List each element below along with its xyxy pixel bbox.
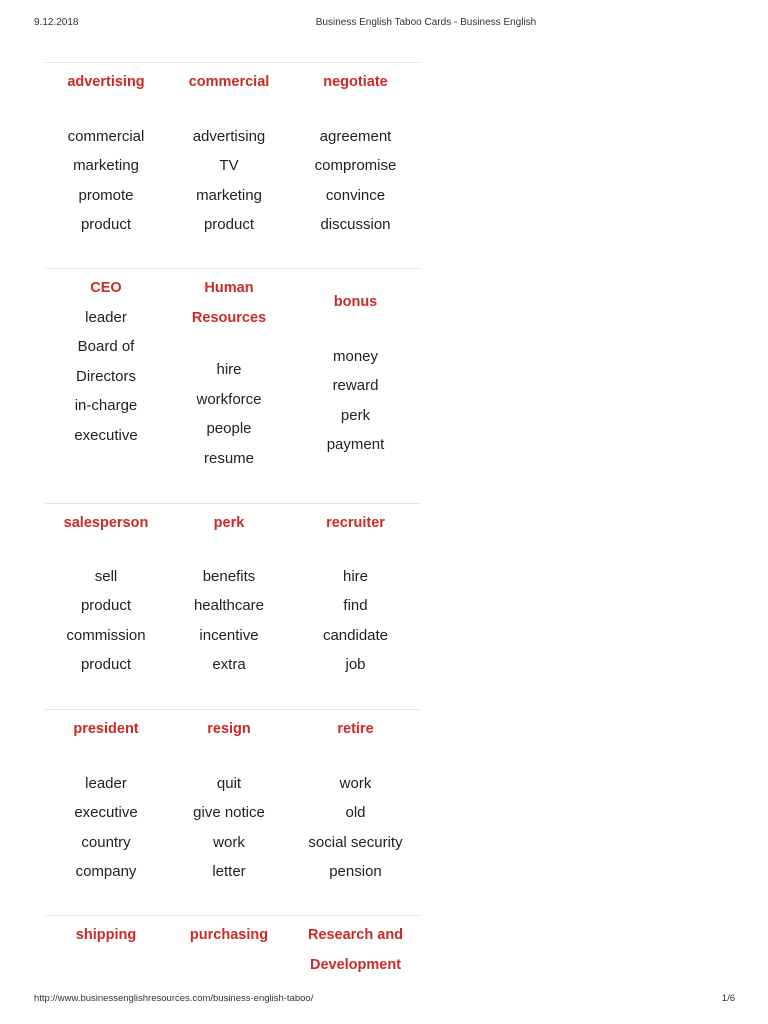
taboo-word: find xyxy=(343,597,368,614)
taboo-word: work xyxy=(213,833,245,851)
card-row xyxy=(45,709,420,915)
taboo-word: leader xyxy=(85,308,127,326)
taboo-word-list xyxy=(167,769,291,887)
taboo-card xyxy=(45,63,167,240)
taboo-word: social security xyxy=(308,833,403,851)
taboo-card xyxy=(45,710,167,887)
taboo-card xyxy=(167,504,291,680)
taboo-word-list xyxy=(291,562,420,680)
page-title: Business English Taboo Cards - Business English xyxy=(315,17,537,28)
taboo-card xyxy=(291,63,420,240)
card-term: perk xyxy=(213,515,245,531)
taboo-word: executive xyxy=(74,804,138,821)
card-term: resign xyxy=(207,721,251,737)
taboo-card xyxy=(291,916,420,980)
taboo-word: hire xyxy=(342,567,368,585)
card-term: salesperson xyxy=(63,515,149,531)
taboo-card xyxy=(45,269,167,450)
taboo-word: payment xyxy=(326,436,385,453)
taboo-card xyxy=(45,916,167,951)
card-term: negotiate xyxy=(323,74,388,90)
taboo-word-list xyxy=(45,769,167,887)
taboo-word: advertising xyxy=(192,127,266,145)
footer-url: http://www.businessenglishresources.com/business-english-taboo/ xyxy=(34,993,314,1004)
print-date: 9.12.2018 xyxy=(34,17,79,28)
taboo-card xyxy=(167,63,291,240)
card-term xyxy=(167,274,291,333)
taboo-word: healthcare xyxy=(193,597,265,614)
taboo-word: extra xyxy=(212,656,246,673)
taboo-word-list xyxy=(291,342,420,460)
taboo-word: compromise xyxy=(314,157,397,174)
taboo-word: promote xyxy=(78,186,134,204)
taboo-word: old xyxy=(345,804,366,821)
card-term: commercial xyxy=(188,74,270,90)
taboo-word: convince xyxy=(325,186,386,204)
taboo-word: people xyxy=(206,420,252,437)
taboo-word: agreement xyxy=(319,127,392,145)
taboo-word-list xyxy=(167,355,291,473)
taboo-word: executive xyxy=(74,426,138,444)
taboo-word: hire xyxy=(216,361,242,378)
taboo-word: letter xyxy=(212,863,246,880)
taboo-word: Directors xyxy=(75,367,136,385)
card-term: advertising xyxy=(67,74,145,90)
card-row xyxy=(45,503,420,709)
taboo-card xyxy=(291,269,420,460)
taboo-word: pension xyxy=(329,863,382,880)
taboo-card xyxy=(291,504,420,680)
card-term: CEO xyxy=(90,280,122,296)
taboo-word-list xyxy=(45,303,167,451)
taboo-word: discussion xyxy=(320,216,391,233)
taboo-word: incentive xyxy=(199,626,259,644)
taboo-word: commission xyxy=(66,626,146,644)
taboo-word: sell xyxy=(94,567,118,585)
taboo-card xyxy=(167,916,291,951)
taboo-word: product xyxy=(203,216,255,233)
taboo-word: give notice xyxy=(193,804,265,821)
card-term: purchasing xyxy=(189,927,269,943)
card-term xyxy=(291,921,420,980)
card-term: president xyxy=(73,721,139,737)
taboo-word: marketing xyxy=(196,186,262,204)
taboo-word: candidate xyxy=(322,626,389,644)
taboo-word-list xyxy=(45,562,167,680)
card-term: shipping xyxy=(75,927,137,943)
taboo-word: product xyxy=(80,656,132,673)
taboo-word: Board of xyxy=(77,338,135,355)
taboo-word: perk xyxy=(340,406,371,424)
taboo-word: product xyxy=(80,216,132,233)
card-term-line: Resources xyxy=(191,309,267,326)
card-row xyxy=(45,915,420,996)
taboo-word-list xyxy=(291,769,420,887)
card-row xyxy=(45,62,420,268)
taboo-word: workforce xyxy=(196,390,262,408)
taboo-word: job xyxy=(345,656,366,673)
taboo-card xyxy=(167,710,291,887)
taboo-word: benefits xyxy=(202,567,256,585)
taboo-word: company xyxy=(75,863,137,880)
taboo-card-grid xyxy=(45,62,420,996)
card-term-line: Development xyxy=(309,956,402,973)
taboo-word: work xyxy=(339,774,372,792)
card-term: bonus xyxy=(333,294,378,310)
taboo-word: quit xyxy=(216,774,242,792)
card-row xyxy=(45,268,420,503)
taboo-word-list xyxy=(291,122,420,240)
taboo-word: leader xyxy=(85,774,127,792)
taboo-word-list xyxy=(45,122,167,240)
taboo-word-list xyxy=(167,562,291,680)
taboo-word: reward xyxy=(332,377,379,394)
card-term-line: Human xyxy=(204,280,254,296)
taboo-word: commercial xyxy=(67,127,145,145)
taboo-word: TV xyxy=(219,157,239,174)
card-term: recruiter xyxy=(326,515,385,531)
taboo-word: resume xyxy=(203,449,255,467)
taboo-word: country xyxy=(81,833,131,851)
taboo-card xyxy=(45,504,167,680)
taboo-word: marketing xyxy=(73,157,139,174)
card-term: retire xyxy=(337,721,374,737)
taboo-word-list xyxy=(167,122,291,240)
taboo-word: money xyxy=(332,347,379,365)
taboo-card xyxy=(167,269,291,473)
page-number: 1/6 xyxy=(721,993,735,1004)
card-term-line: Research and xyxy=(307,927,404,943)
taboo-word: in-charge xyxy=(74,397,138,414)
taboo-word: product xyxy=(80,597,132,614)
taboo-card xyxy=(291,710,420,887)
